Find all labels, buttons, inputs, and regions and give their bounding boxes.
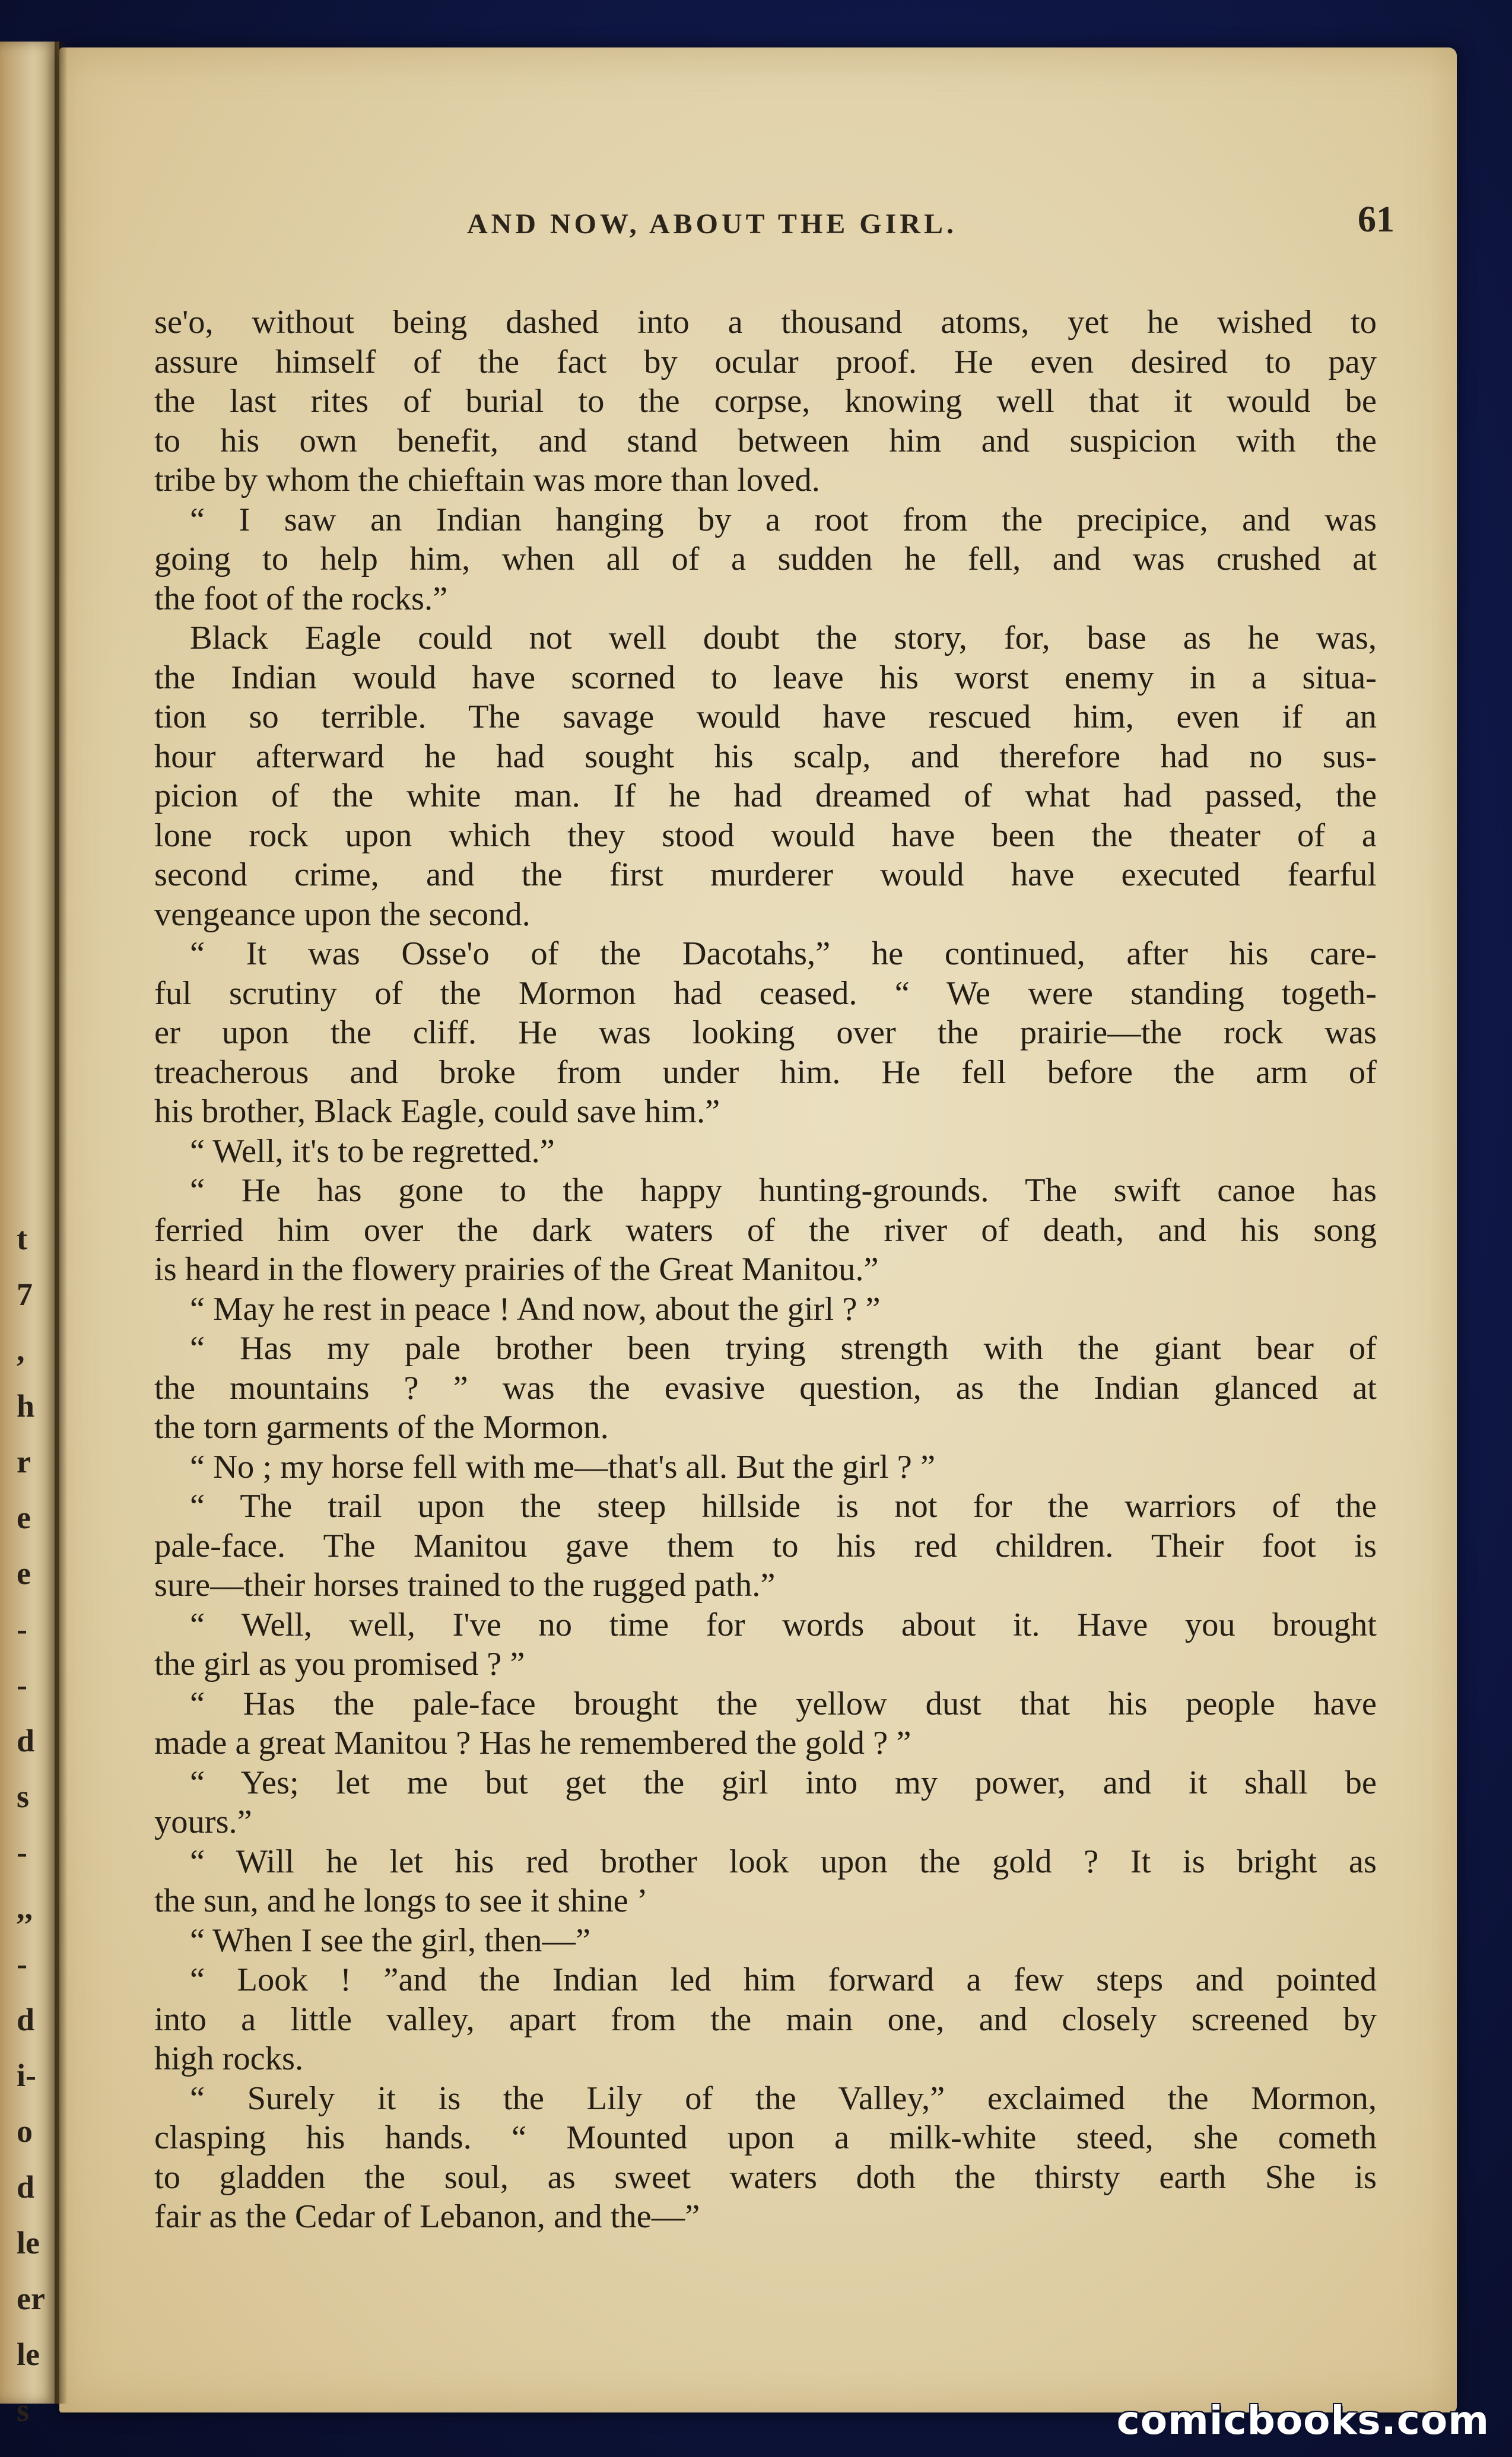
facing-page-fragment: e — [17, 1500, 31, 1535]
facing-page-fragment: d — [17, 2169, 35, 2205]
text-line: “ No ; my horse fell with me—that's all. But the girl ? ” — [190, 1448, 936, 1485]
text-line: to his own benefit, and stand between him and suspicion with the — [154, 422, 1377, 459]
facing-page-fragment: d — [17, 1723, 35, 1758]
text-line: “ I saw an Indian hanging by a root from the precipice, and was — [190, 501, 1377, 538]
text-line: the mountains ? ” was the evasive question, as the Indian glanced at — [154, 1369, 1377, 1407]
text-line: high rocks. — [154, 2040, 304, 2077]
text-line: the Indian would have scorned to leave his worst enemy in a situa- — [154, 659, 1377, 696]
facing-page-fragment: le — [17, 2225, 40, 2261]
text-line: “ Has my pale brother been trying strength with the giant bear of — [190, 1330, 1377, 1367]
text-line: the foot of the rocks.” — [154, 580, 448, 617]
page-number: 61 — [1358, 199, 1395, 240]
text-line: the torn garments of the Mormon. — [154, 1409, 609, 1446]
site-watermark: comicbooks.com — [1116, 2398, 1489, 2443]
text-line: made a great Manitou ? Has he remembered the gold ? ” — [154, 1725, 911, 1761]
text-line: hour afterward he had sought his scalp, and therefore had no sus- — [154, 738, 1377, 775]
text-line: fair as the Cedar of Lebanon, and the—” — [154, 2198, 700, 2235]
facing-page-fragment: s — [17, 2392, 30, 2428]
facing-page-fragment: r — [17, 1444, 31, 1480]
facing-page-fragment: e — [17, 1556, 31, 1591]
text-line: “ Has the pale-face brought the yellow dust that his people have — [190, 1685, 1377, 1722]
text-line: tribe by whom the chieftain was more than loved. — [154, 462, 820, 499]
text-line: the girl as you promised ? ” — [154, 1646, 525, 1683]
facing-page-fragment: - — [17, 1834, 27, 1870]
text-line: “ Well, well, I've no time for words about it. Have you brought — [190, 1606, 1377, 1643]
text-line: “ Will he let his red brother look upon the gold ? It is bright as — [190, 1843, 1377, 1880]
text-line: “ When I see the girl, then—” — [190, 1922, 591, 1959]
facing-page-fragment: 7 — [17, 1277, 33, 1312]
facing-page-fragment: , — [17, 1332, 25, 1368]
text-line: into a little valley, apart from the main one, and closely screened by — [154, 2001, 1377, 2038]
facing-page-fragment: t — [17, 1221, 27, 1256]
book-page — [59, 47, 1457, 2412]
text-line: er upon the cliff. He was looking over the prairie—the rock was — [154, 1014, 1377, 1051]
text-line: Black Eagle could not well doubt the story, for, base as he was, — [190, 620, 1377, 656]
text-line: “ Yes; let me but get the girl into my power, and it shall be — [190, 1764, 1377, 1801]
facing-page-fragment: - — [17, 1667, 27, 1703]
text-line: tion so terrible. The savage would have rescued him, even if an — [154, 699, 1377, 735]
text-line: the sun, and he longs to see it shine ’ — [154, 1883, 648, 1919]
text-line: assure himself of the fact by ocular proof. He even desired to pay — [154, 343, 1377, 380]
facing-page-fragment: le — [17, 2337, 40, 2372]
text-line: “ It was Osse'o of the Dacotahs,” he continued, after his care- — [190, 935, 1377, 972]
text-line: the last rites of burial to the corpse, knowing well that it would be — [154, 383, 1377, 420]
text-line: “ Well, it's to be regretted.” — [190, 1132, 555, 1170]
text-line: “ May he rest in peace ! And now, about the girl ? ” — [190, 1290, 881, 1328]
facing-page-fragment: er — [17, 2281, 45, 2316]
text-line: is heard in the flowery prairies of the Great Manitou.” — [154, 1251, 879, 1288]
facing-page-fragment: o — [17, 2113, 33, 2149]
text-line: yours.” — [154, 1804, 252, 1840]
text-line: lone rock upon which they stood would have been the theater of a — [154, 817, 1377, 854]
text-line: to gladden the soul, as sweet waters doth the thirsty earth She is — [154, 2158, 1377, 2196]
text-line: “ Surely it is the Lily of the Valley,” exclaimed the Mormon, — [190, 2080, 1377, 2117]
facing-page-edge — [0, 42, 59, 2428]
facing-page-fragment: d — [17, 2002, 35, 2037]
running-head: AND NOW, ABOUT THE GIRL. — [467, 208, 957, 240]
facing-page-fragment: - — [17, 1946, 27, 1982]
text-line: going to help him, when all of a sudden he fell, and was crushed at — [154, 541, 1377, 577]
text-line: “ He has gone to the happy hunting-grounds. The swift canoe has — [190, 1172, 1377, 1209]
book-gutter-shadow — [55, 42, 68, 2404]
text-line: treacherous and broke from under him. He fell before the arm of — [154, 1053, 1377, 1091]
facing-page-fragment: s — [17, 1779, 30, 1814]
text-line: se'o, without being dashed into a thousand atoms, yet he wished to — [154, 304, 1377, 341]
text-line: pale-face. The Manitou gave them to his red children. Their foot is — [154, 1527, 1377, 1564]
text-line: ful scrutiny of the Mormon had ceased. “ We were standing togeth- — [154, 974, 1377, 1012]
facing-page-fragment: h — [17, 1388, 35, 1424]
text-line: second crime, and the first murderer would have executed fearful — [154, 856, 1377, 893]
page-body-text — [154, 303, 1377, 2237]
text-line: “ The trail upon the steep hillside is not for the warriors of the — [190, 1488, 1377, 1525]
text-line: “ Look ! ”and the Indian led him forward a few steps and pointed — [190, 1961, 1377, 1998]
facing-page-fragment: - — [17, 1611, 27, 1647]
text-line: picion of the white man. If he had dreamed of what had passed, the — [154, 777, 1377, 814]
facing-page-fragment: ,, — [17, 1890, 33, 1926]
text-line: his brother, Black Eagle, could save him.” — [154, 1093, 720, 1130]
facing-page-fragment: i- — [17, 2058, 36, 2093]
text-line: vengeance upon the second. — [154, 896, 531, 933]
text-line: ferried him over the dark waters of the river of death, and his song — [154, 1211, 1377, 1249]
text-line: sure—their horses trained to the rugged path.” — [154, 1567, 776, 1604]
text-line: clasping his hands. “ Mounted upon a milk-white steed, she cometh — [154, 2119, 1377, 2156]
